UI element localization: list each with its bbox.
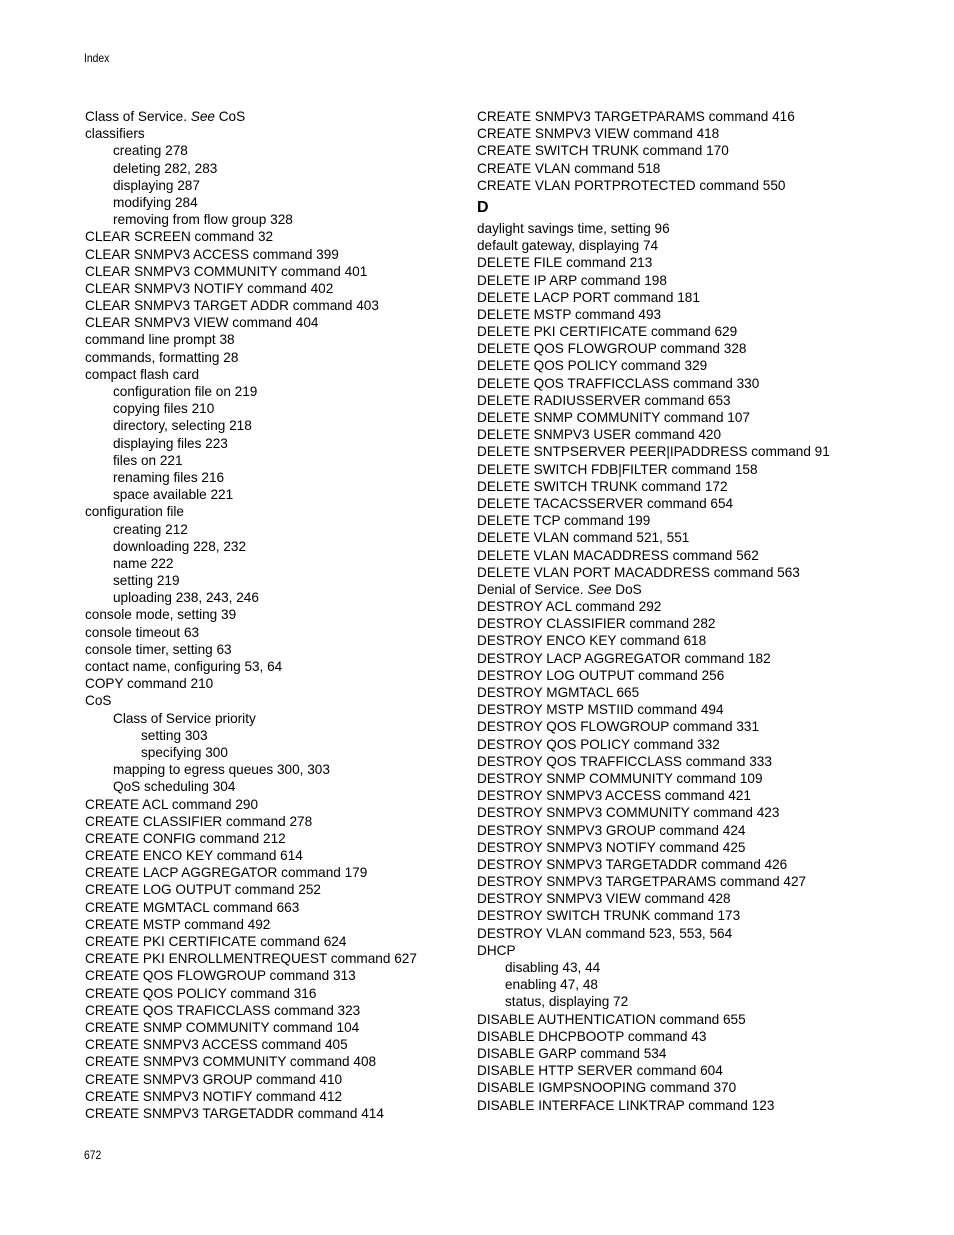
index-entry: DESTROY LACP AGGREGATOR command 182 bbox=[477, 650, 771, 666]
index-entry: DELETE MSTP command 493 bbox=[477, 306, 662, 322]
index-subentry: Class of Service priority bbox=[113, 710, 256, 726]
index-entry: CREATE CONFIG command 212 bbox=[85, 830, 286, 846]
reference-target: CoS bbox=[214, 109, 246, 124]
index-entry: DISABLE AUTHENTICATION command 655 bbox=[477, 1011, 746, 1027]
index-subentry: files on 221 bbox=[113, 452, 183, 468]
index-entry: CREATE QOS TRAFICCLASS command 323 bbox=[85, 1002, 361, 1018]
index-entry: DELETE LACP PORT command 181 bbox=[477, 289, 700, 305]
index-entry: CREATE SNMPV3 VIEW command 418 bbox=[477, 126, 720, 142]
index-entry: DESTROY VLAN command 523, 553, 564 bbox=[477, 925, 733, 941]
index-subentry: creating 212 bbox=[113, 521, 188, 537]
index-entry: COPY command 210 bbox=[85, 676, 214, 692]
index-entry: default gateway, displaying 74 bbox=[477, 238, 659, 254]
index-entry: DELETE RADIUSSERVER command 653 bbox=[477, 392, 731, 408]
index-entry: command line prompt 38 bbox=[85, 332, 235, 348]
index-subentry: space available 221 bbox=[113, 487, 234, 503]
index-entry: DELETE PKI CERTIFICATE command 629 bbox=[477, 324, 738, 340]
index-entry: DELETE SNTPSERVER PEER|IPADDRESS command 91 bbox=[477, 444, 830, 460]
index-entry: CREATE ENCO KEY command 614 bbox=[85, 848, 303, 864]
index-entry: DELETE VLAN command 521, 551 bbox=[477, 530, 690, 546]
index-entry: configuration file bbox=[85, 504, 184, 520]
index-entry: CLEAR SNMPV3 NOTIFY command 402 bbox=[85, 280, 334, 296]
index-column-right bbox=[477, 108, 830, 1114]
index-entry: CREATE SNMPV3 ACCESS command 405 bbox=[85, 1037, 348, 1053]
index-entry: CLEAR SNMPV3 ACCESS command 399 bbox=[85, 246, 339, 262]
see-reference: See bbox=[587, 581, 612, 597]
index-entry: DELETE IP ARP command 198 bbox=[477, 272, 667, 288]
index-subentry: uploading 238, 243, 246 bbox=[113, 590, 259, 606]
index-entry: DELETE TCP command 199 bbox=[477, 513, 651, 529]
index-entry: CREATE VLAN command 518 bbox=[477, 160, 661, 176]
index-entry: CREATE QOS POLICY command 316 bbox=[85, 985, 317, 1001]
index-entry: CREATE SNMP COMMUNITY command 104 bbox=[85, 1019, 360, 1035]
index-subentry: configuration file on 219 bbox=[113, 384, 258, 399]
index-entry: DESTROY CLASSIFIER command 282 bbox=[477, 616, 716, 632]
index-entry: DESTROY SNMPV3 COMMUNITY command 423 bbox=[477, 805, 780, 821]
index-entry: DESTROY QOS POLICY command 332 bbox=[477, 736, 720, 752]
index-subentry: directory, selecting 218 bbox=[113, 418, 252, 434]
index-entry: DISABLE GARP command 534 bbox=[477, 1045, 667, 1061]
index-subentry: displaying files 223 bbox=[113, 435, 228, 451]
index-entry: compact flash card bbox=[85, 366, 200, 382]
index-letter-heading: D bbox=[477, 198, 489, 216]
index-entry: DESTROY ACL command 292 bbox=[477, 599, 662, 615]
index-entry: classifiers bbox=[85, 126, 145, 142]
index-entry: DHCP bbox=[477, 942, 516, 958]
index-entry: DISABLE DHCPBOOTP command 43 bbox=[477, 1028, 707, 1044]
index-entry: DESTROY SNMPV3 ACCESS command 421 bbox=[477, 788, 751, 804]
index-entry: DESTROY SNMPV3 NOTIFY command 425 bbox=[477, 839, 746, 855]
index-entry: DESTROY MGMTACL 665 bbox=[477, 685, 640, 700]
index-entry: DESTROY SNMPV3 GROUP command 424 bbox=[477, 822, 746, 838]
index-subentry: copying files 210 bbox=[113, 401, 215, 417]
index-subentry: name 222 bbox=[113, 555, 174, 571]
index-entry: DESTROY ENCO KEY command 618 bbox=[477, 633, 707, 649]
reference-target: DoS bbox=[611, 581, 642, 597]
index-subentry: status, displaying 72 bbox=[505, 994, 629, 1010]
index-subentry: displaying 287 bbox=[113, 177, 200, 193]
entry-term: Class of Service. bbox=[85, 109, 191, 124]
index-entry: CREATE PKI CERTIFICATE command 624 bbox=[85, 934, 347, 949]
index-entry: contact name, configuring 53, 64 bbox=[85, 659, 283, 674]
index-entry: CREATE ACL command 290 bbox=[85, 796, 259, 812]
index-entry: console mode, setting 39 bbox=[85, 607, 237, 623]
index-entry: DELETE TACACSSERVER command 654 bbox=[477, 495, 734, 511]
index-entry: CREATE MSTP command 492 bbox=[85, 916, 271, 932]
index-entry: commands, formatting 28 bbox=[85, 349, 239, 365]
index-entry: CLEAR SNMPV3 VIEW command 404 bbox=[85, 315, 319, 331]
index-entry bbox=[85, 108, 417, 125]
index-entry: CREATE SNMPV3 GROUP command 410 bbox=[85, 1071, 343, 1087]
index-entry: CLEAR SNMPV3 COMMUNITY command 401 bbox=[85, 263, 368, 279]
index-entry: CLEAR SCREEN command 32 bbox=[85, 229, 274, 245]
index-entry: DISABLE INTERFACE LINKTRAP command 123 bbox=[477, 1097, 775, 1113]
index-entry: DESTROY SNMPV3 VIEW command 428 bbox=[477, 891, 731, 907]
index-entry: DELETE FILE command 213 bbox=[477, 255, 653, 271]
index-entry: CREATE CLASSIFIER command 278 bbox=[85, 813, 313, 829]
index-entry: DESTROY MSTP MSTIID command 494 bbox=[477, 702, 724, 718]
index-subentry: QoS scheduling 304 bbox=[113, 779, 236, 795]
index-entry: CREATE QOS FLOWGROUP command 313 bbox=[85, 968, 356, 984]
index-entry: DESTROY QOS TRAFFICCLASS command 333 bbox=[477, 753, 772, 769]
index-entry: DISABLE IGMPSNOOPING command 370 bbox=[477, 1080, 737, 1096]
index-entry: CREATE SNMPV3 TARGETPARAMS command 416 bbox=[477, 109, 795, 124]
index-entry: DELETE QOS POLICY command 329 bbox=[477, 358, 708, 374]
index-entry: DISABLE HTTP SERVER command 604 bbox=[477, 1063, 723, 1079]
index-entry: DELETE VLAN PORT MACADDRESS command 563 bbox=[477, 564, 800, 580]
index-entry: CLEAR SNMPV3 TARGET ADDR command 403 bbox=[85, 298, 379, 314]
index-entry: CREATE VLAN PORTPROTECTED command 550 bbox=[477, 177, 786, 193]
index-entry: CREATE LACP AGGREGATOR command 179 bbox=[85, 865, 368, 881]
running-header: Index bbox=[84, 51, 110, 65]
index-entry: DELETE SNMP COMMUNITY command 107 bbox=[477, 410, 750, 425]
index-entry: CREATE MGMTACL command 663 bbox=[85, 899, 300, 915]
index-subentry: creating 278 bbox=[113, 143, 188, 159]
index-subentry: setting 219 bbox=[113, 573, 180, 589]
index-entry: CREATE SNMPV3 TARGETADDR command 414 bbox=[85, 1105, 384, 1121]
index-subentry: deleting 282, 283 bbox=[113, 160, 218, 176]
index-entry: DESTROY SNMPV3 TARGETADDR command 426 bbox=[477, 856, 788, 872]
index-entry: console timer, setting 63 bbox=[85, 641, 232, 657]
index-subentry: renaming files 216 bbox=[113, 469, 225, 485]
entry-term: Denial of Service. bbox=[477, 581, 588, 597]
index-subentry: specifying 300 bbox=[141, 744, 228, 760]
index-entry: DESTROY LOG OUTPUT command 256 bbox=[477, 667, 725, 683]
index-entry: CREATE PKI ENROLLMENTREQUEST command 627 bbox=[85, 951, 417, 967]
index-entry: daylight savings time, setting 96 bbox=[477, 220, 670, 236]
page-number: 672 bbox=[84, 1148, 102, 1162]
index-entry: DESTROY SNMP COMMUNITY command 109 bbox=[477, 770, 763, 786]
index-entry: DELETE QOS TRAFFICCLASS command 330 bbox=[477, 375, 760, 391]
index-entry: DESTROY SWITCH TRUNK command 173 bbox=[477, 908, 741, 924]
index-entry: CREATE SWITCH TRUNK command 170 bbox=[477, 143, 729, 159]
index-subentry: downloading 228, 232 bbox=[113, 538, 247, 554]
index-entry: CREATE SNMPV3 COMMUNITY command 408 bbox=[85, 1054, 377, 1070]
index-entry: CREATE LOG OUTPUT command 252 bbox=[85, 882, 321, 898]
index-entry: DELETE SWITCH TRUNK command 172 bbox=[477, 478, 728, 494]
index-entry bbox=[477, 581, 830, 598]
index-entry: DELETE QOS FLOWGROUP command 328 bbox=[477, 341, 747, 357]
index-subentry: disabling 43, 44 bbox=[505, 960, 601, 975]
index-column-left bbox=[85, 108, 417, 1122]
index-entry: DESTROY QOS FLOWGROUP command 331 bbox=[477, 719, 760, 735]
index-subentry: mapping to egress queues 300, 303 bbox=[113, 762, 330, 778]
index-entry: CoS bbox=[85, 693, 112, 709]
index-subentry: enabling 47, 48 bbox=[505, 977, 598, 993]
index-subentry: modifying 284 bbox=[113, 194, 198, 210]
index-entry: DELETE VLAN MACADDRESS command 562 bbox=[477, 547, 759, 563]
index-entry: DESTROY SNMPV3 TARGETPARAMS command 427 bbox=[477, 874, 807, 890]
index-entry: console timeout 63 bbox=[85, 624, 200, 640]
index-entry: DELETE SWITCH FDB|FILTER command 158 bbox=[477, 461, 758, 477]
see-reference: See bbox=[190, 109, 215, 124]
index-subentry: setting 303 bbox=[141, 727, 208, 743]
index-entry: CREATE SNMPV3 NOTIFY command 412 bbox=[85, 1088, 343, 1104]
index-subentry: removing from flow group 328 bbox=[113, 212, 293, 228]
index-entry: DELETE SNMPV3 USER command 420 bbox=[477, 427, 722, 443]
